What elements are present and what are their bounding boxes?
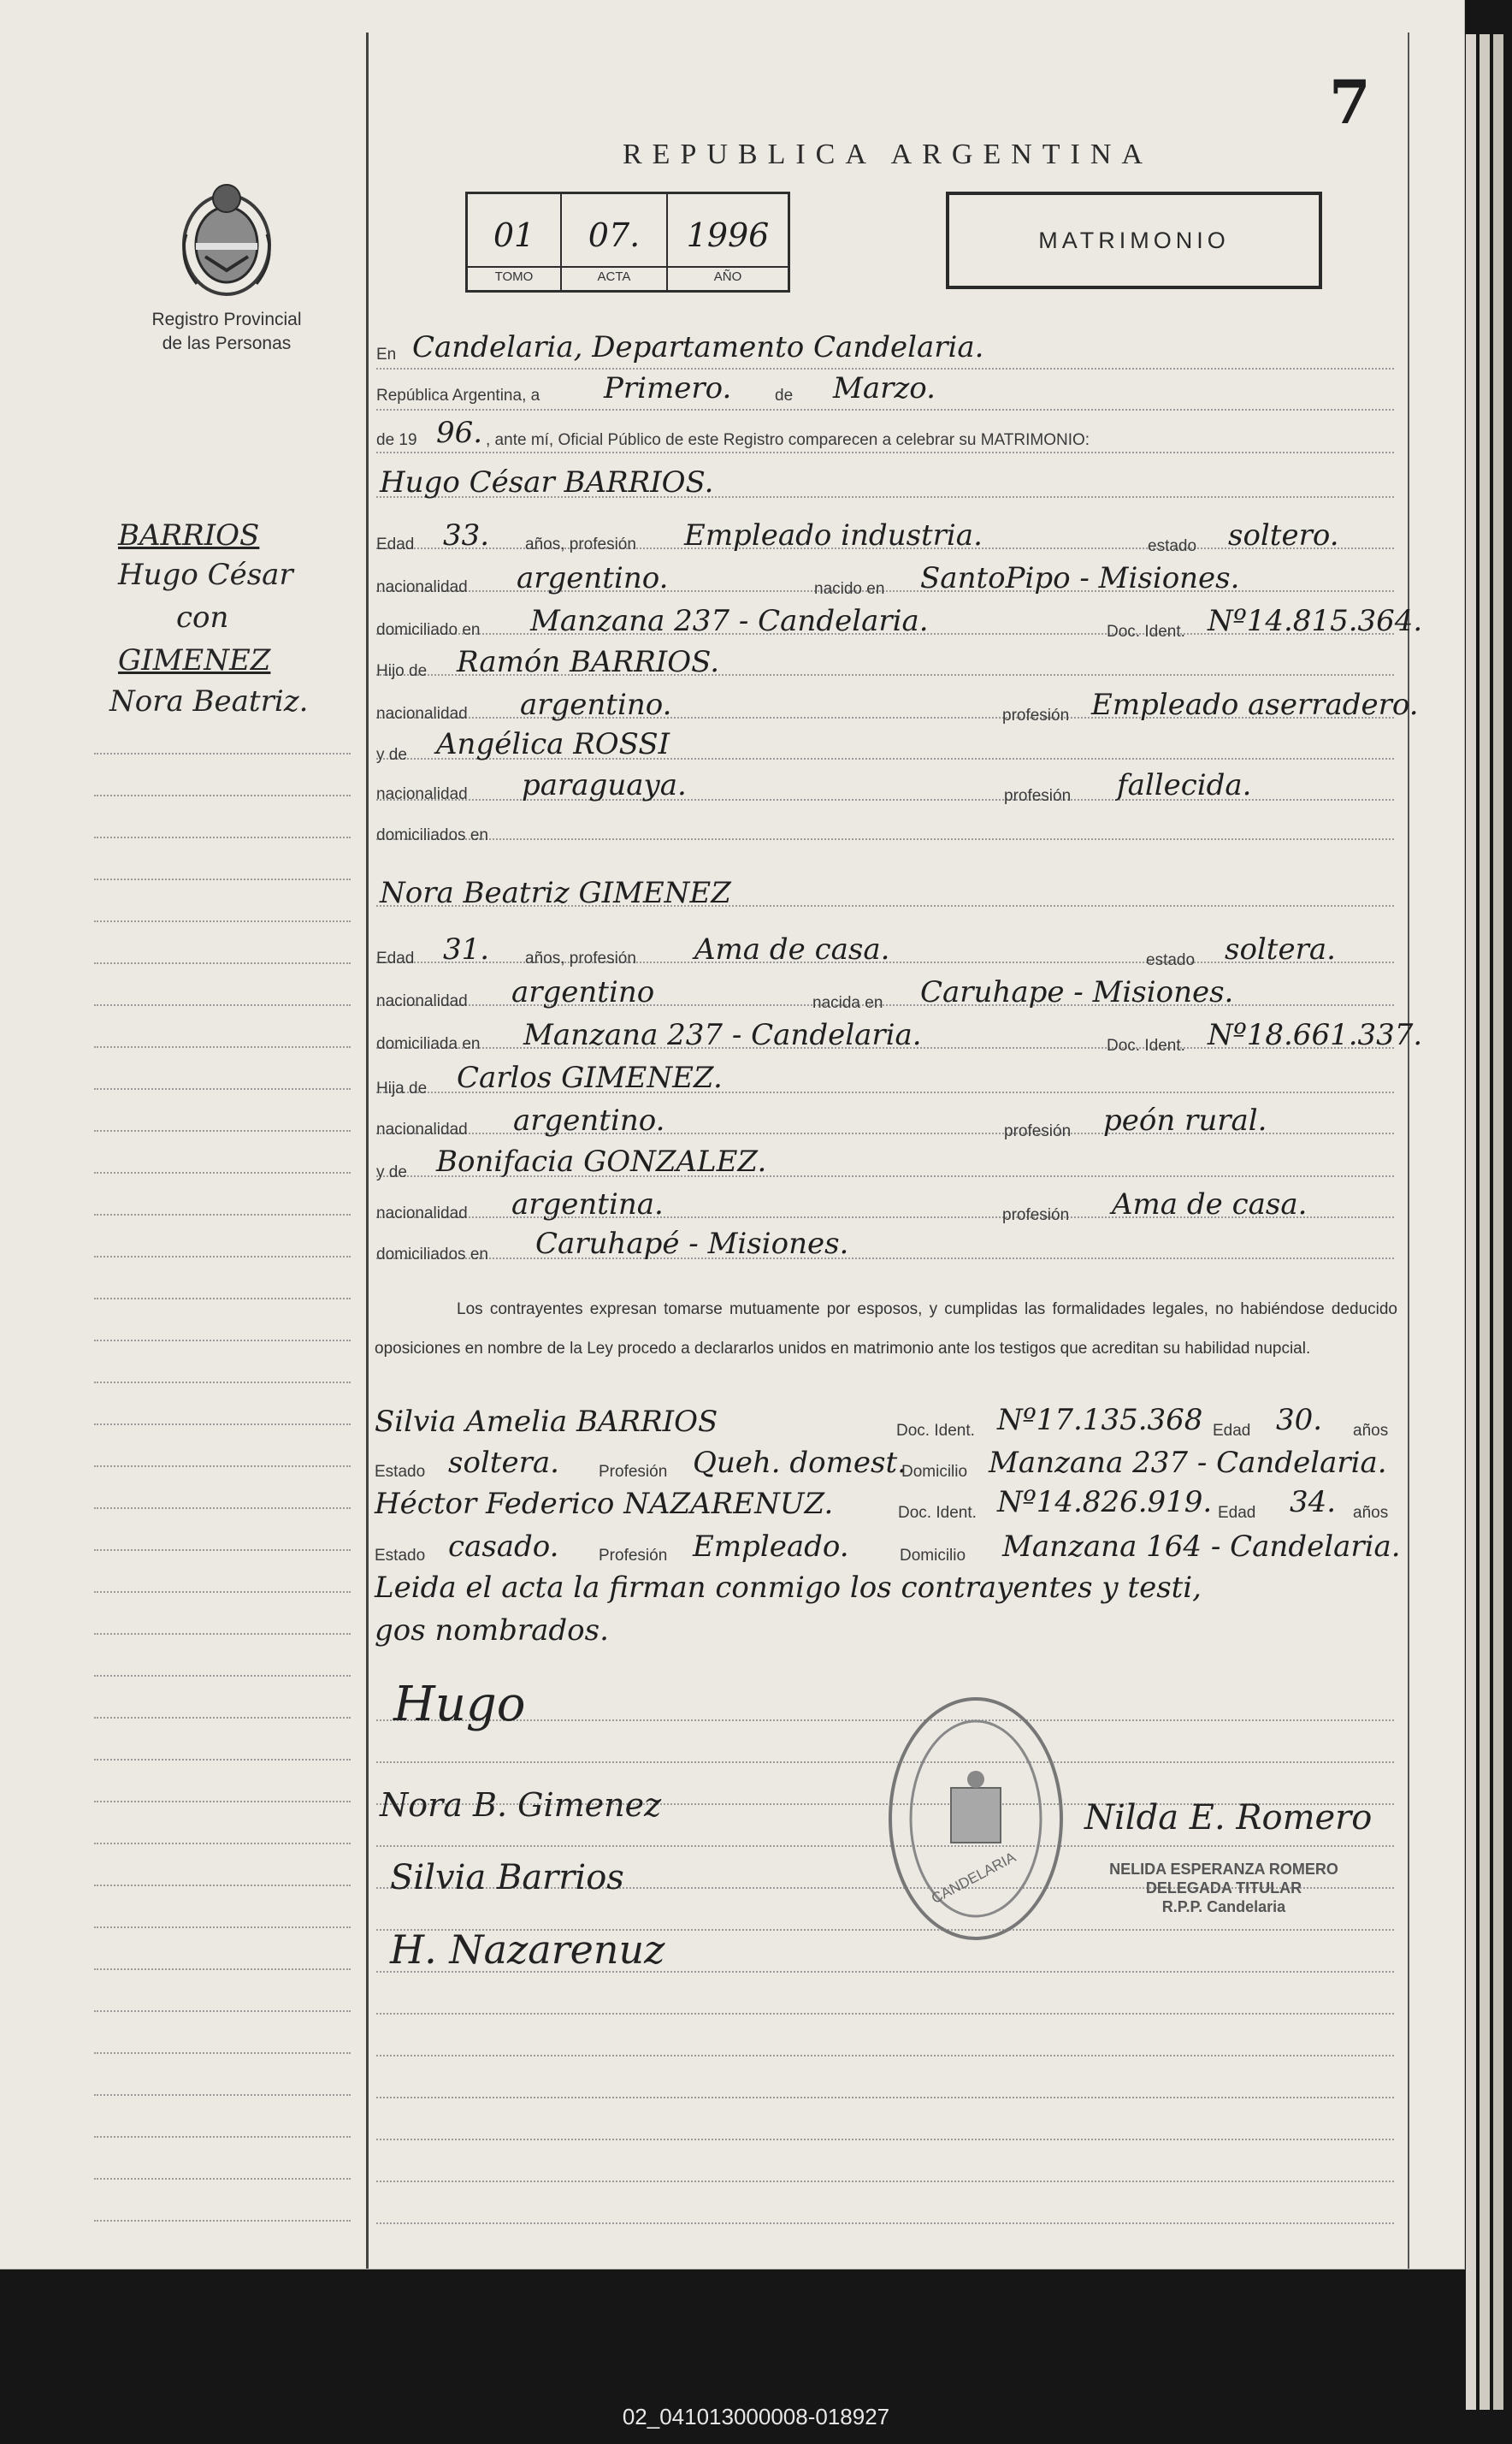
bride-mother-prof-label: profesión: [1002, 1206, 1070, 1224]
official-stamp: [1048, 1860, 1399, 1916]
body-rule-line: [376, 2013, 1394, 2015]
groom-father-nationality-label: nacionalidad: [376, 705, 468, 723]
bride-father-prof-label: profesión: [1004, 1122, 1072, 1140]
bride-father-nationality: argentino.: [513, 1104, 665, 1138]
groom-father-nationality: argentino.: [520, 688, 672, 722]
witness2-doc-label: Doc. Ident.: [898, 1504, 977, 1522]
official-office: R.P.P. Candelaria: [1161, 1898, 1286, 1915]
page-edge: [1466, 34, 1476, 2410]
coat-of-arms-icon: [171, 175, 282, 303]
witness1-estado-label: Estado: [375, 1463, 426, 1481]
margin-rule-line: [94, 2010, 351, 2012]
bride-status: soltera.: [1225, 932, 1336, 967]
groom-address: Manzana 237 - Candelaria.: [530, 604, 929, 638]
margin-note-line1: BARRIOS: [118, 518, 260, 553]
registry-name-line1: Registro Provincial: [151, 310, 302, 329]
margin-rule-line: [94, 1885, 351, 1886]
bride-profesion-label: años, profesión: [525, 950, 636, 968]
bride-nationality: argentino: [511, 975, 655, 1009]
margin-rule-line: [94, 1507, 351, 1509]
declaration-paragraph: Los contrayentes expresan tomarse mutuamente por esposos, y cumplidas las formalidades legales, no habiéndose deducido oposiciones en nombre de la Ley procedo a declararlos unidos en matrimonio ante los testigos que acreditan su habilidad nupcial.: [375, 1300, 1397, 1358]
groom-nacido-label: nacido en: [814, 580, 885, 598]
margin-rule-line: [94, 1423, 351, 1425]
body-rule-line: [376, 2055, 1394, 2056]
body-rule-line: [376, 2222, 1394, 2224]
margin-rule-line: [94, 837, 351, 838]
groom-mother-nationality-label: nacionalidad: [376, 785, 468, 803]
bride-domiciliada-label: domiciliada en: [376, 1035, 481, 1053]
margin-rule-line: [94, 753, 351, 755]
margin-rule-line: [94, 1759, 351, 1761]
margin-rule-line: [94, 1926, 351, 1928]
margin-rule-line: [94, 1591, 351, 1593]
margin-rule-line: [94, 1675, 351, 1677]
groom-doc: Nº14.815.364.: [1208, 604, 1423, 638]
witness1-address: Manzana 237 - Candelaria.: [989, 1446, 1387, 1480]
bride-signature: Nora B. Gimenez: [380, 1786, 662, 1824]
republic-label: República Argentina, a: [376, 387, 540, 405]
margin-rule-line: [94, 2178, 351, 2180]
registry-seal-icon: [884, 1690, 1067, 1947]
margin-note-line2: Hugo César: [118, 558, 293, 592]
margin-rule-line: [94, 1340, 351, 1341]
witness1-anos-label: años: [1353, 1422, 1389, 1440]
tomo-cell: [468, 194, 562, 290]
margin-rule-line: [94, 1549, 351, 1551]
groom-father-prof-label: profesión: [1002, 707, 1070, 725]
groom-domiciliado-label: domiciliado en: [376, 621, 481, 639]
bride-father-label: Hija de: [376, 1080, 428, 1098]
bride-birthplace: Caruhape - Misiones.: [920, 975, 1234, 1009]
ano-label: AÑO: [668, 266, 788, 284]
witness1-age: 30.: [1276, 1403, 1323, 1437]
registry-name: [103, 308, 351, 356]
margin-rule-line: [94, 962, 351, 964]
seal-text: CANDELARIA: [928, 1849, 1019, 1908]
groom-estado-label: estado: [1148, 537, 1197, 555]
body-rule-line: [376, 452, 1394, 453]
margin-rule-line: [94, 2220, 351, 2222]
witness1-name: Silvia Amelia BARRIOS: [375, 1405, 718, 1439]
bride-doc: Nº18.661.337.: [1208, 1018, 1423, 1052]
ano-cell: [668, 194, 788, 290]
groom-father-label: Hijo de: [376, 662, 428, 680]
closing-line2: gos nombrados.: [375, 1613, 609, 1648]
margin-rule-line: [94, 1130, 351, 1132]
comparecen-text: , ante mí, Oficial Público de este Registro comparecen a celebrar su MATRIMONIO:: [486, 431, 1090, 449]
margin-rule-line: [94, 1088, 351, 1090]
groom-mother-profession: fallecida.: [1117, 768, 1252, 802]
tomo-value: 01: [493, 216, 535, 254]
page-number: 7: [1329, 67, 1371, 138]
margin-rule-line: [94, 879, 351, 880]
file-id: 02_041013000008-018927: [622, 2404, 890, 2429]
bride-parents-domicile-label: domiciliados en: [376, 1246, 488, 1263]
body-rule-line: [376, 2181, 1394, 2182]
page-edge: [1493, 34, 1503, 2410]
witness2-age: 34.: [1290, 1485, 1337, 1519]
witness1-status: soltera.: [448, 1446, 559, 1480]
body-rule-line: [376, 2097, 1394, 2098]
body-rule-line: [376, 409, 1394, 411]
witness2-address: Manzana 164 - Candelaria.: [1002, 1530, 1401, 1564]
bride-address: Manzana 237 - Candelaria.: [523, 1018, 922, 1052]
margin-rule-line: [94, 2136, 351, 2138]
margin-rule-line: [94, 795, 351, 796]
witness1-signature: Silvia Barrios: [390, 1858, 624, 1897]
margin-rule-line: [94, 1004, 351, 1006]
bride-parents-domicile: Caruhapé - Misiones.: [535, 1227, 849, 1261]
bride-father-profession: peón rural.: [1103, 1104, 1267, 1138]
bride-doc-label: Doc. Ident.: [1107, 1037, 1185, 1055]
margin-rule-line: [94, 1046, 351, 1048]
groom-profesion-label: años, profesión: [525, 536, 636, 553]
groom-nacionalidad-label: nacionalidad: [376, 578, 468, 596]
page-edge: [1480, 34, 1490, 2410]
witness2-status: casado.: [448, 1530, 559, 1564]
margin-note-line4: GIMENEZ: [118, 643, 271, 678]
registry-name-line2: de las Personas: [162, 334, 292, 353]
margin-rule-line: [94, 1382, 351, 1383]
act-type-box: MATRIMONIO: [946, 192, 1322, 289]
groom-doc-label: Doc. Ident.: [1107, 623, 1185, 641]
witness1-doc: Nº17.135.368: [997, 1403, 1203, 1437]
bride-mother-profession: Ama de casa.: [1112, 1187, 1308, 1222]
right-rule: [1408, 33, 1409, 2269]
bride-estado-label: estado: [1146, 951, 1196, 969]
margin-rule-line: [94, 2052, 351, 2054]
margin-note-line5: Nora Beatriz.: [109, 684, 309, 719]
witness2-profession: Empleado.: [693, 1530, 849, 1564]
bride-nacida-label: nacida en: [812, 994, 883, 1012]
bride-edad-label: Edad: [376, 950, 415, 968]
witness1-doc-label: Doc. Ident.: [896, 1422, 975, 1440]
witness2-domicilio-label: Domicilio: [900, 1547, 966, 1565]
margin-rule-line: [94, 1214, 351, 1216]
margin-rule-line: [94, 1465, 351, 1467]
bride-mother: Bonifacia GONZALEZ.: [436, 1145, 767, 1179]
body-rule-line: [376, 838, 1394, 840]
witness2-name: Héctor Federico NAZARENUZ.: [375, 1487, 834, 1521]
bride-profession: Ama de casa.: [694, 932, 890, 967]
margin-rule-line: [94, 1633, 351, 1635]
witness2-profesion-label: Profesión: [599, 1547, 668, 1565]
groom-parents-domicile-label: domiciliados en: [376, 826, 488, 844]
witness1-profesion-label: Profesión: [599, 1463, 668, 1481]
acta-value: 07.: [588, 216, 641, 254]
margin-rule-line: [94, 1801, 351, 1802]
witness1-profession: Queh. domest.: [693, 1446, 907, 1480]
groom-name: Hugo César BARRIOS.: [380, 465, 714, 500]
groom-birthplace: SantoPipo - Misiones.: [920, 561, 1240, 595]
ano-value: 1996: [686, 216, 770, 254]
groom-father: Ramón BARRIOS.: [457, 645, 719, 679]
tomo-label: TOMO: [468, 266, 560, 284]
groom-mother: Angélica ROSSI: [436, 727, 670, 761]
witness2-estado-label: Estado: [375, 1547, 426, 1565]
margin-rule-line: [94, 1968, 351, 1970]
bride-mother-nationality-label: nacionalidad: [376, 1204, 468, 1222]
groom-mother-prof-label: profesión: [1004, 787, 1072, 805]
margin-rule-line: [94, 1843, 351, 1844]
groom-signature: Hugo: [393, 1677, 526, 1732]
official-title: DELEGADA TITULAR: [1145, 1879, 1302, 1897]
witness2-edad-label: Edad: [1218, 1504, 1256, 1522]
closing-line1: Leida el acta la firman conmigo los contrayentes y testi,: [375, 1571, 1202, 1605]
bride-father: Carlos GIMENEZ.: [457, 1061, 723, 1095]
month-value: Marzo.: [833, 371, 936, 405]
groom-profession: Empleado industria.: [684, 518, 983, 553]
day-value: Primero.: [604, 371, 732, 405]
witness1-edad-label: Edad: [1213, 1422, 1251, 1440]
bride-mother-nationality: argentina.: [511, 1187, 664, 1222]
body-rule-line: [376, 2139, 1394, 2140]
margin-rule-line: [94, 1298, 351, 1299]
year-prefix: de 19: [376, 431, 417, 449]
groom-mother-nationality: paraguaya.: [522, 768, 687, 802]
margin-rule-line: [94, 1172, 351, 1174]
country-title: REPUBLICA ARGENTINA: [623, 139, 1153, 170]
official-signature: Nilda E. Romero: [1084, 1798, 1373, 1837]
bride-name: Nora Beatriz GIMENEZ: [380, 876, 731, 910]
witness2-signature: H. Nazarenuz: [390, 1926, 665, 1973]
bride-nacionalidad-label: nacionalidad: [376, 992, 468, 1010]
groom-father-profession: Empleado aserradero.: [1091, 688, 1419, 722]
margin-note-line3: con: [176, 601, 229, 635]
year-suffix: 96.: [436, 416, 483, 450]
margin-rule-line: [94, 1717, 351, 1719]
bride-mother-label: y de: [376, 1163, 407, 1181]
witness2-anos-label: años: [1353, 1504, 1389, 1522]
groom-mother-label: y de: [376, 746, 407, 764]
groom-nationality: argentino.: [517, 561, 669, 595]
groom-edad-label: Edad: [376, 536, 415, 553]
groom-age: 33.: [443, 518, 490, 553]
acta-label: ACTA: [562, 266, 666, 284]
acta-cell: [562, 194, 668, 290]
de-label: de: [775, 387, 794, 405]
body-rule-line: [376, 1258, 1394, 1259]
en-label: En: [376, 346, 397, 364]
margin-rule-line: [94, 2094, 351, 2096]
bride-age: 31.: [443, 932, 490, 967]
registry-box: [465, 192, 790, 293]
body-rule-line: [376, 368, 1394, 370]
witness2-doc: Nº14.826.919.: [997, 1485, 1213, 1519]
margin-rule-line: [94, 920, 351, 922]
bride-father-nationality-label: nacionalidad: [376, 1121, 468, 1139]
margin-rule-line: [94, 1256, 351, 1258]
place-value: Candelaria, Departamento Candelaria.: [412, 330, 984, 364]
groom-status: soltero.: [1228, 518, 1339, 553]
official-name: NELIDA ESPERANZA ROMERO: [1109, 1861, 1338, 1878]
margin-rule: [366, 33, 369, 2269]
witness1-domicilio-label: Domicilio: [901, 1463, 968, 1481]
